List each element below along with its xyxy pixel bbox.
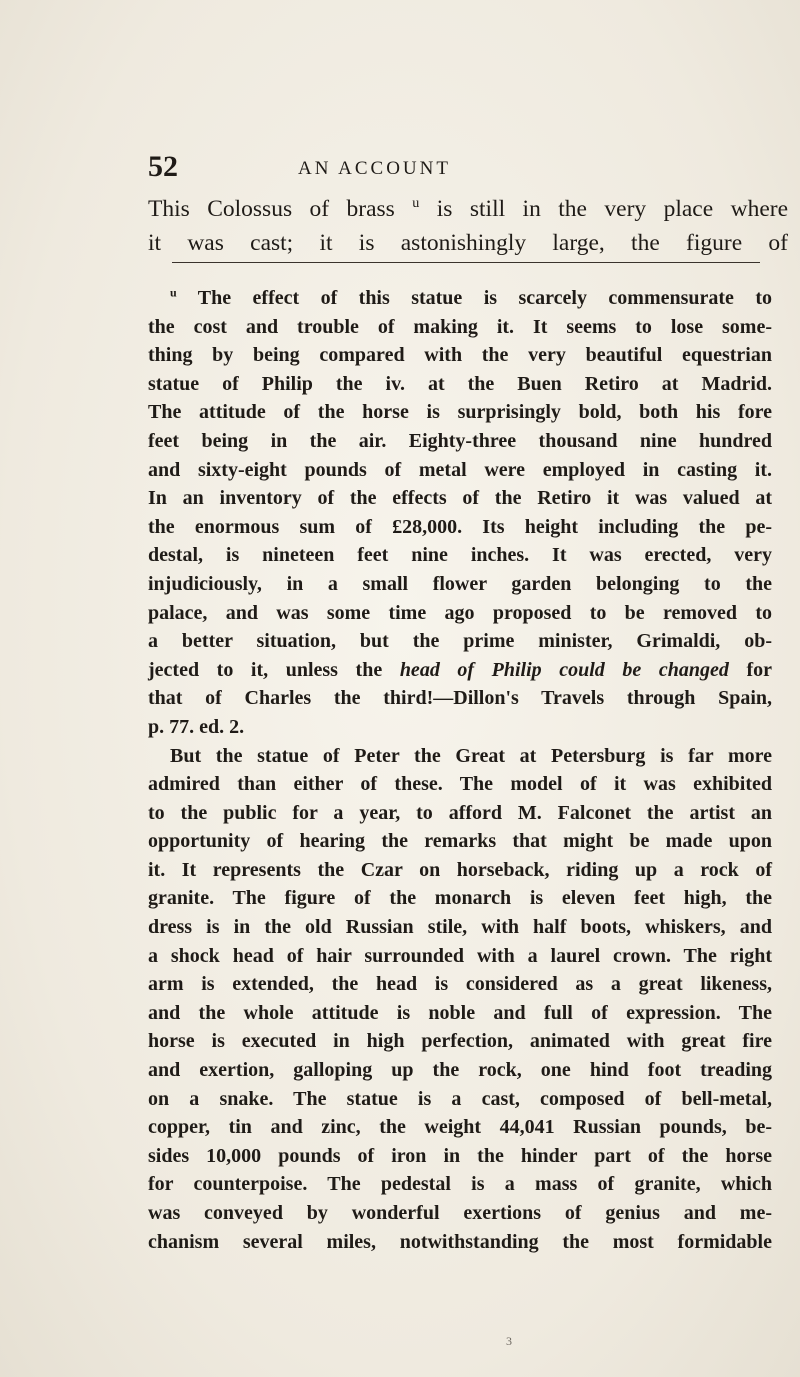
- footnote-marker: u: [170, 285, 177, 300]
- running-head: AN ACCOUNT: [298, 158, 451, 179]
- footnote-line: copper, tin and zinc, the weight 44,041 Russian pounds, be-: [148, 1116, 772, 1139]
- footnote-line: on a snake. The statue is a cast, composed of bell-metal,: [148, 1087, 772, 1110]
- italic-quote: head of Philip could be changed: [399, 658, 729, 681]
- main-text-line: it was cast; it is astonishingly large, the figure of: [148, 230, 788, 256]
- footnote-line: But the statue of Peter the Great at Petersburg is far more: [170, 744, 772, 767]
- footnote-line: The attitude of the horse is surprisingly bold, both his fore: [148, 401, 772, 424]
- main-text-line: This Colossus of brass $^u$ is still in the very place where: [148, 195, 789, 222]
- footnote-line: it. It represents the Czar on horseback, riding up a rock of: [148, 858, 772, 881]
- footnote-line: and exertion, galloping up the rock, one hind foot treading: [148, 1059, 772, 1082]
- footnote-line: the enormous sum of £28,000. Its height including the pe-: [148, 515, 772, 538]
- footnote-line: p. 77. ed. 2.: [148, 715, 245, 738]
- footnote-line: horse is executed in high perfection, animated with great fire: [148, 1030, 772, 1053]
- footnote-line: for counterpoise. The pedestal is a mass of granite, which: [148, 1173, 772, 1196]
- footnote-line: admired than either of these. The model of it was exhibited: [148, 773, 772, 796]
- footnote-line: thing by being compared with the very beautiful equestrian: [148, 344, 772, 367]
- footnote-line: granite. The figure of the monarch is eleven feet high, the: [148, 887, 772, 910]
- footnote-line: and the whole attitude is noble and full of expression. The: [148, 1001, 772, 1024]
- footnote-rule: [172, 262, 760, 263]
- footnote-line: chanism several miles, notwithstanding the most formidable: [148, 1230, 772, 1253]
- footnote-line: sides 10,000 pounds of iron in the hinder part of the horse: [148, 1144, 772, 1167]
- footnote-line: to the public for a year, to afford M. Falconet the artist an: [148, 801, 772, 824]
- footnote-line: opportunity of hearing the remarks that might be made upon: [148, 830, 772, 853]
- footnote-line: $^u$ The effect of this statue is scarcely commensurate to: [170, 285, 773, 309]
- footnote-line: In an inventory of the effects of the Retiro it was valued at: [148, 487, 772, 510]
- footnote-reference: u: [412, 195, 420, 212]
- footnote-line: palace, and was some time ago proposed to be removed to: [148, 601, 772, 624]
- footnote-line: and sixty-eight pounds of metal were employed in casting it.: [148, 458, 772, 481]
- footnote-line: the cost and trouble of making it. It seems to lose some-: [148, 315, 772, 338]
- footnote-line: dress is in the old Russian stile, with half boots, whiskers, and: [148, 916, 772, 939]
- footnote-line: jected to it, unless the head of Philip could be changed for: [148, 658, 773, 681]
- footnote-line: arm is extended, the head is considered as a great likeness,: [148, 973, 772, 996]
- footnote-line: injudiciously, in a small flower garden belonging to the: [148, 572, 772, 595]
- footnote-line: a better situation, but the prime minister, Grimaldi, ob-: [148, 630, 772, 653]
- footnote-line: a shock head of hair surrounded with a laurel crown. The right: [148, 944, 772, 967]
- main-text: [148, 192, 788, 260]
- footnote: [148, 284, 772, 1256]
- footnote-line: was conveyed by wonderful exertions of genius and me-: [148, 1202, 772, 1224]
- footnote-line: that of Charles the third!—Dillon's Travels through Spain,: [148, 687, 772, 710]
- page-number: 52: [148, 150, 178, 183]
- footnote-line: feet being in the air. Eighty-three thousand nine hundred: [148, 429, 772, 452]
- signature-mark: 3: [506, 1334, 512, 1348]
- footnote-line: statue of Philip the iv. at the Buen Retiro at Madrid.: [148, 372, 772, 395]
- footnote-line: destal, is nineteen feet nine inches. It was erected, very: [148, 544, 772, 567]
